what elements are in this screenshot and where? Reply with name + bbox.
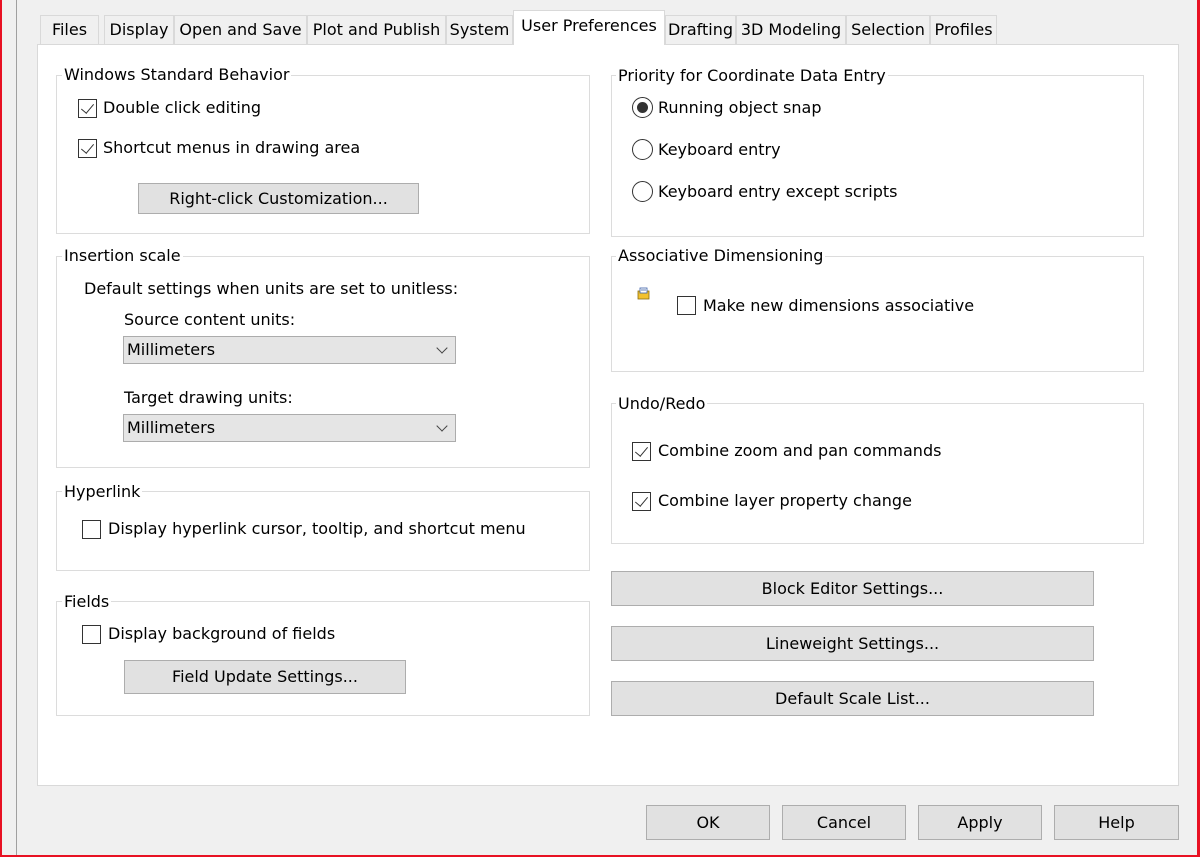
undo-redo-title: Undo/Redo	[618, 394, 706, 413]
fields-title: Fields	[64, 592, 110, 611]
tab-files[interactable]: Files	[40, 15, 99, 44]
source-content-units-value: Millimeters	[127, 340, 216, 359]
double-click-editing-label[interactable]: Double click editing	[103, 98, 262, 117]
target-drawing-units-label: Target drawing units:	[124, 388, 293, 407]
source-content-units-select[interactable]	[123, 336, 456, 364]
tab-drafting[interactable]: Drafting	[665, 15, 736, 44]
hyperlink-title: Hyperlink	[64, 482, 141, 501]
display-hyperlink-label[interactable]: Display hyperlink cursor, tooltip, and shortcut menu	[108, 519, 526, 538]
make-dimensions-associative-label[interactable]: Make new dimensions associative	[703, 296, 975, 315]
tab-plot-and-publish[interactable]: Plot and Publish	[307, 15, 446, 44]
apply-button[interactable]: Apply	[918, 805, 1042, 840]
block-editor-settings-button[interactable]: Block Editor Settings...	[611, 571, 1094, 606]
undo-redo-group	[611, 403, 1144, 544]
make-dimensions-associative-checkbox[interactable]	[677, 296, 696, 315]
field-update-settings-button[interactable]: Field Update Settings...	[124, 660, 406, 694]
drawing-setting-icon	[637, 287, 650, 300]
keyboard-entry-except-scripts-radio[interactable]	[632, 181, 653, 202]
running-object-snap-radio[interactable]	[632, 97, 653, 118]
tab-3d-modeling[interactable]: 3D Modeling	[736, 15, 846, 44]
default-scale-list-button[interactable]: Default Scale List...	[611, 681, 1094, 716]
tab-open-and-save[interactable]: Open and Save	[174, 15, 307, 44]
fields-group	[56, 601, 590, 716]
windows-standard-behavior-title: Windows Standard Behavior	[64, 65, 290, 84]
keyboard-entry-radio[interactable]	[632, 139, 653, 160]
tab-system[interactable]: System	[446, 15, 513, 44]
combine-zoom-pan-checkbox[interactable]	[632, 442, 651, 461]
combine-layer-property-label[interactable]: Combine layer property change	[658, 491, 912, 510]
keyboard-entry-label[interactable]: Keyboard entry	[658, 140, 781, 159]
combine-zoom-pan-label[interactable]: Combine zoom and pan commands	[658, 441, 942, 460]
keyboard-entry-except-scripts-label[interactable]: Keyboard entry except scripts	[658, 182, 898, 201]
source-content-units-label: Source content units:	[124, 310, 296, 329]
shortcut-menus-checkbox[interactable]	[78, 139, 97, 158]
running-object-snap-label[interactable]: Running object snap	[658, 98, 822, 117]
tab-display[interactable]: Display	[104, 15, 174, 44]
ok-button[interactable]: OK	[646, 805, 770, 840]
double-click-editing-checkbox[interactable]	[78, 99, 97, 118]
target-drawing-units-select[interactable]	[123, 414, 456, 442]
display-hyperlink-checkbox[interactable]	[82, 520, 101, 539]
associative-dimensioning-title: Associative Dimensioning	[618, 246, 824, 265]
insertion-scale-title: Insertion scale	[64, 246, 181, 265]
insertion-scale-description: Default settings when units are set to unitless:	[84, 279, 459, 298]
tab-profiles[interactable]: Profiles	[930, 15, 997, 44]
priority-coordinate-title: Priority for Coordinate Data Entry	[618, 66, 886, 85]
right-click-customization-button[interactable]: Right-click Customization...	[138, 183, 419, 214]
tab-selection[interactable]: Selection	[846, 15, 930, 44]
window-frame-left	[0, 0, 2, 857]
display-field-background-label[interactable]: Display background of fields	[108, 624, 336, 643]
chevron-down-icon	[436, 342, 447, 353]
dialog-edge-line	[16, 0, 17, 857]
help-button[interactable]: Help	[1054, 805, 1179, 840]
chevron-down-icon	[436, 420, 447, 431]
lineweight-settings-button[interactable]: Lineweight Settings...	[611, 626, 1094, 661]
shortcut-menus-label[interactable]: Shortcut menus in drawing area	[103, 138, 361, 157]
display-field-background-checkbox[interactable]	[82, 625, 101, 644]
cancel-button[interactable]: Cancel	[782, 805, 906, 840]
target-drawing-units-value: Millimeters	[127, 418, 216, 437]
tab-user-preferences[interactable]: User Preferences	[513, 10, 665, 45]
combine-layer-property-checkbox[interactable]	[632, 492, 651, 511]
